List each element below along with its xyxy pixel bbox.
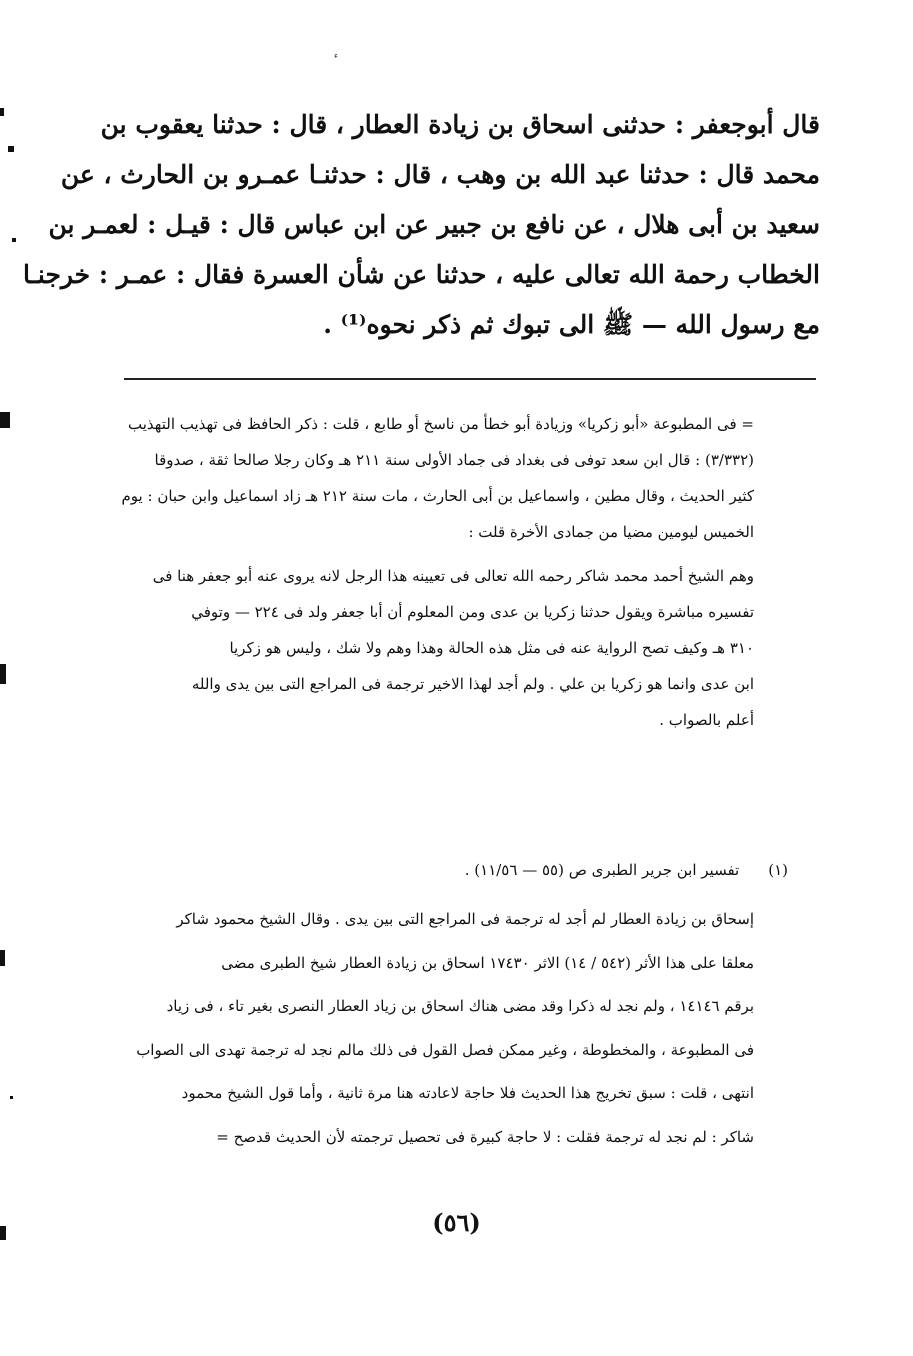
footnote-paragraph: [118, 558, 754, 738]
footnote-continuation: [118, 406, 754, 550]
footnote-line: (٣/٣٣٢) : قال ابن سعد توفى فى بغداد فى جماد الأولى سنة ٢١١ هـ وكان رجلا صالحا ثقة ، صدوقا: [154, 451, 754, 469]
footnote-line: أعلم بالصواب .: [659, 711, 754, 729]
page-number: (٥٦): [432, 1208, 481, 1237]
scan-artifact: [0, 108, 4, 116]
main-text-line: الخطاب رحمة الله تعالى عليه ، حدثنا عن شأن العسرة فقال : عمـر : خرجنـا: [22, 260, 820, 289]
main-text-line: سعيد بن أبى هلال ، عن نافع بن جبير عن ابن عباس قال : قيـل : لعمـر بن: [48, 210, 820, 239]
footnote-line: كثير الحديث ، وقال مطين ، واسماعيل بن أبى الحارث ، مات سنة ٢١٢ هـ زاد اسماعيل وابن حبان : يوم: [121, 487, 754, 505]
footnotes-section: [118, 406, 754, 738]
scan-artifact: [10, 1096, 13, 1099]
footnote-text: تفسير ابن جرير الطبرى ص (٥٥ — ١١/٥٦) .: [464, 861, 740, 879]
scan-artifact: [12, 238, 16, 242]
scan-artifact: [0, 950, 5, 966]
main-text-line: قال أبوجعفر : حدثنى اسحاق بن زيادة العطار ، قال : حدثنا يعقوب بن: [100, 110, 820, 139]
scan-artifact: [0, 664, 6, 684]
footnote-line: وهم الشيخ أحمد محمد شاكر رحمه الله تعالى فى تعيينه هذا الرجل لانه يروى عنه أبو جعفر هنا فى: [152, 567, 754, 585]
footnote-line: = فى المطبوعة «أبو زكريا» وزيادة أبو خطأ من ناسخ أو طابع ، قلت : ذكر الحافظ فى تهذيب التهذيب: [128, 415, 754, 433]
footnote-line: إسحاق بن زيادة العطار لم أجد له ترجمة فى المراجع التى بين يدى . وقال الشيخ محمود شاكر: [176, 910, 754, 928]
footnote-line: برقم ١٤١٤٦ ، ولم نجد له ذكرا وقد مضى هناك اسحاق بن زياد العطار النصرى بغير تاء ، فى زياد: [166, 997, 754, 1015]
footnote-line: ٣١٠ هـ وكيف تصح الرواية عنه فى مثل هذه الحالة وهذا وهم ولا شك ، وليس هو زكريا: [229, 639, 754, 657]
scan-artifact: [0, 412, 10, 428]
footnote-line: معلقا على هذا الأثر (٥٤٢ / ١٤) الاثر ١٧٤٣٠ اسحاق بن زيادة العطار شيخ الطبرى مضى: [221, 953, 754, 972]
footnote-marker: (١): [768, 861, 788, 879]
footnote-line: انتهى ، قلت : سبق تخريج هذا الحديث فلا حاجة لاعادته هنا مرة ثانية ، وأما قول الشيخ محمود: [181, 1084, 754, 1102]
footnote-line: فى المطبوعة ، والمخطوطة ، وغير ممكن فصل القول فى ذلك مالم نجد له ترجمة تهدى الى الصواب: [136, 1040, 754, 1059]
footnote-divider: [124, 378, 816, 380]
footnote-line: ابن عدى وانما هو زكريا بن علي . ولم أجد لهذا الاخير ترجمة فى المراجع التى بين يدى والله: [191, 675, 754, 693]
footnote-line: شاكر : لم نجد له ترجمة فقلت : لا حاجة كبيرة فى تحصيل ترجمته لأن الحديث قدصح =: [216, 1127, 754, 1146]
scan-artifact: [8, 146, 14, 152]
main-text-line: مع رسول الله — ﷺ الى تبوك ثم ذكر نحوه⁽¹⁾ .: [323, 310, 820, 339]
main-text-line: محمد قال : حدثنا عبد الله بن وهب ، قال : حدثنـا عمـرو بن الحارث ، عن: [60, 160, 820, 189]
footnote-paragraph-2: [118, 898, 754, 1159]
numbered-footnote: [118, 852, 788, 888]
footnote-line: تفسيره مباشرة ويقول حدثنا زكريا بن عدى ومن المعلوم أن أبا جعفر ولد فى ٢٢٤ — وتوفي: [191, 603, 754, 621]
footnote-line: الخميس ليومين مضيا من جمادى الأخرة قلت :: [468, 523, 754, 541]
main-text: [22, 100, 820, 350]
scan-artifact: [0, 1226, 6, 1240]
